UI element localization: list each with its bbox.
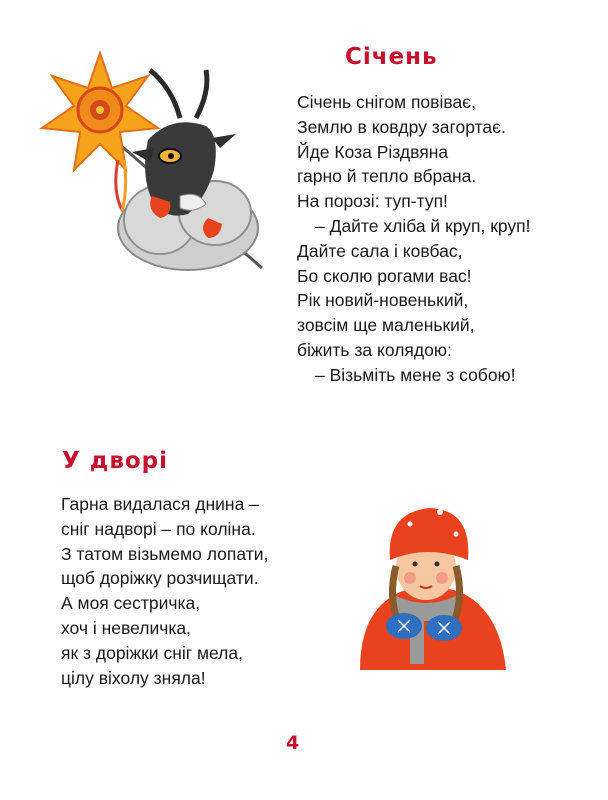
- girl-in-winter-hat-illustration: [340, 500, 510, 670]
- poem-line: А моя сестричка,: [61, 593, 201, 614]
- poem-line: зовсім ще маленький,: [297, 315, 475, 336]
- poem-in-the-yard-text: [61, 492, 311, 690]
- poem-line: Січень снігом повіває,: [297, 92, 476, 112]
- poem-line: Йде Коза Різдвяна: [297, 141, 449, 162]
- poem-line: Гарна видалася днина –: [61, 494, 259, 514]
- page-number: 4: [286, 732, 300, 754]
- poem-line: сніг надворі – по коліна.: [61, 518, 256, 539]
- poem-line: З татом візьмемо лопати,: [61, 543, 269, 564]
- poem-line: гарно й тепло вбрана.: [297, 166, 477, 187]
- poem-line: На порозі: туп-туп!: [297, 191, 448, 212]
- poem-line: Дайте сала і ковбас,: [297, 240, 463, 261]
- poem-line: хоч і невеличка,: [61, 617, 192, 638]
- poem-title-january: Січень: [345, 44, 438, 70]
- poem-january-text: [297, 90, 587, 388]
- poem-title-in-the-yard: У дворі: [62, 448, 169, 474]
- poem-line: цілу віхолу зняла!: [61, 667, 206, 688]
- christmas-goat-illustration: [30, 48, 280, 278]
- poem-line: Землю в ковдру загортає.: [297, 116, 506, 137]
- poem-line: як з доріжки сніг мела,: [61, 642, 243, 663]
- poem-line: Рік новий-новенький,: [297, 290, 469, 311]
- poem-line: щоб доріжку розчищати.: [61, 568, 259, 589]
- poem-line: Бо сколю рогами вас!: [297, 265, 472, 286]
- poem-line: біжить за колядою:: [297, 339, 452, 360]
- poem-line: – Дайте хліба й круп, круп!: [315, 215, 531, 236]
- poem-line: – Візьміть мене з собою!: [315, 364, 516, 385]
